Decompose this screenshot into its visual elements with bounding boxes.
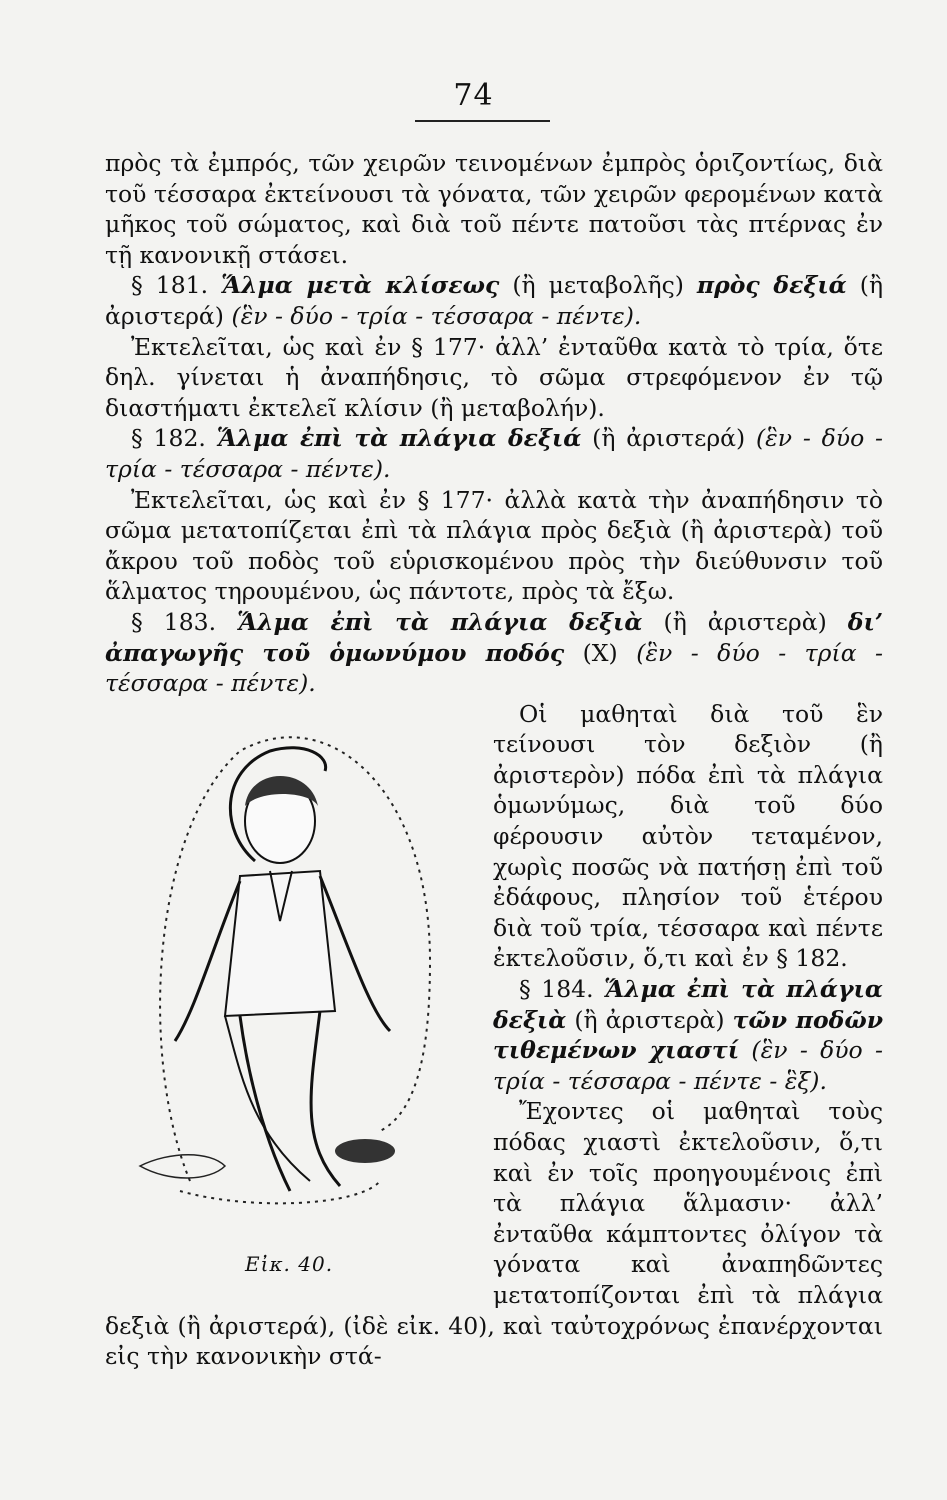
body-text <box>105 148 883 1372</box>
section-184-bold: τῶν ποδῶν τιθεμένων χιαστί <box>493 1005 883 1065</box>
section-182-number: § 182. <box>131 424 206 453</box>
section-184-mid: (ἢ ἀριστερὰ) <box>566 1005 733 1034</box>
section-184-body: Ἔχοντες οἱ μαθηταὶ τοὺς πόδας χιαστὶ ἐκτελοῦσιν, ὅ,τι καὶ ἐν τοῖς προηγουμένοις ἐπὶ τὰ πλάγια ἅλμασιν· ἀλλ’ ἐνταῦθα κάμπτοντες ὀλίγον τὰ γόνατα καὶ ἀναπηδῶντες μετατοπίζονται ἐπὶ τὰ πλάγια δεξιὰ (ἢ ἀριστερά), (ἰδὲ εἰκ. 40), καὶ ταὐτοχρόνως ἐπανέρχονται εἰς τὴν κανονικὴν στά- <box>105 1097 883 1371</box>
section-182-body: Ἐκτελεῖται, ὡς καὶ ἐν § 177· ἀλλὰ κατὰ τὴν ἀναπήδησιν τὸ σῶμα μετατοπίζεται ἐπὶ τὰ πλάγια πρὸς δεξιὰ (ἢ ἀριστερὰ) τοῦ ἄκρου τοῦ ποδὸς τοῦ εὑρισκομένου πρὸς τὴν διεύθυνσιν τοῦ ἅλματος τηρουμένου, ὡς πάντοτε, πρὸς τὰ ἔξω. <box>105 485 883 606</box>
section-183-heading <box>105 607 883 699</box>
section-183-body: Οἱ μαθηταὶ διὰ τοῦ ἓν τείνουσι τὸν δεξιὸν (ἢ ἀριστερὸν) πόδα ἐπὶ τὰ πλάγια ὁμωνύμως, διὰ τοῦ δύο φέρουσιν αὐτὸν τεταμένον, χωρὶς ποσῶς νὰ πατήσῃ ἐπὶ τοῦ ἐδάφους, πλησίον τοῦ ἑτέρου διὰ τοῦ τρία, τέσσαρα καὶ πέντε ἐκτελοῦσιν, ὅ,τι καὶ ἐν § 182. <box>493 699 883 973</box>
section-184-number: § 184. <box>519 975 594 1004</box>
section-181-direction: πρὸς δεξιά <box>696 271 847 300</box>
section-183-x: (X) <box>564 638 637 667</box>
section-182-title: Ἅλμα ἐπὶ τὰ πλάγια δεξιά <box>216 424 582 453</box>
section-181-number: § 181. <box>131 271 209 300</box>
section-181-mid: (ἢ μεταβολῆς) <box>499 271 697 300</box>
header-rule <box>415 120 550 122</box>
section-183-mid: (ἢ ἀριστερὰ) <box>642 607 848 636</box>
section-181-body: Ἐκτελεῖται, ὡς καὶ ἐν § 177· ἀλλ’ ἐνταῦθα κατὰ τὸ τρία, ὅτε δηλ. γίνεται ἡ ἀναπήδησις, τὸ σῶμα στρεφόμενον ἐν τῷ διαστήματι ἐκτελεῖ κλίσιν (ἢ μεταβολήν). <box>105 332 883 422</box>
figure-caption: Εἰκ. 40. <box>245 1251 334 1276</box>
section-184-count: (ἓν - δύο - τρία - τέσσαρα - πέντε - ἓξ). <box>493 1036 883 1095</box>
section-181-heading <box>105 270 883 331</box>
section-181-tail: (ἢ ἀριστερά) <box>105 271 884 330</box>
section-181-count: (ἓν - δύο - τρία - τέσσαρα - πέντε). <box>231 301 642 330</box>
paragraph-continuation: πρὸς τὰ ἐμπρός, τῶν χειρῶν τεινομένων ἐμπρὸς ὁριζοντίως, διὰ τοῦ τέσσαρα ἐκτείνουσι τὰ γόνατα, τῶν χειρῶν φερομένων κατὰ μῆκος τοῦ σώματος, καὶ διὰ τοῦ πέντε πατοῦσι τὰς πτέρνας ἐν τῇ κανονικῇ στάσει. <box>105 149 883 269</box>
figure-40 <box>105 701 493 1291</box>
section-183-number: § 183. <box>131 607 217 636</box>
section-181-title: Ἅλμα μετὰ κλίσεως <box>221 271 500 300</box>
page-number: 74 <box>453 78 494 113</box>
section-183-count: (ἓν - δύο - τρία - τέσσαρα - πέντε). <box>105 638 883 698</box>
section-183-bold: δι’ ἀπαγωγῆς τοῦ ὁμωνύμου ποδός <box>105 607 884 667</box>
section-182-heading <box>105 423 883 484</box>
section-183-title: Ἅλμα ἐπὶ τὰ πλάγια δεξιὰ <box>237 607 643 636</box>
section-182-count: (ἓν - δύο - τρία - τέσσαρα - πέντε). <box>105 424 883 483</box>
jumping-boy-illustration <box>130 711 460 1241</box>
section-184-title: Ἅλμα ἐπὶ τὰ πλάγια δεξιὰ <box>493 975 883 1034</box>
section-182-tail: (ἢ ἀριστερά) <box>581 424 756 453</box>
